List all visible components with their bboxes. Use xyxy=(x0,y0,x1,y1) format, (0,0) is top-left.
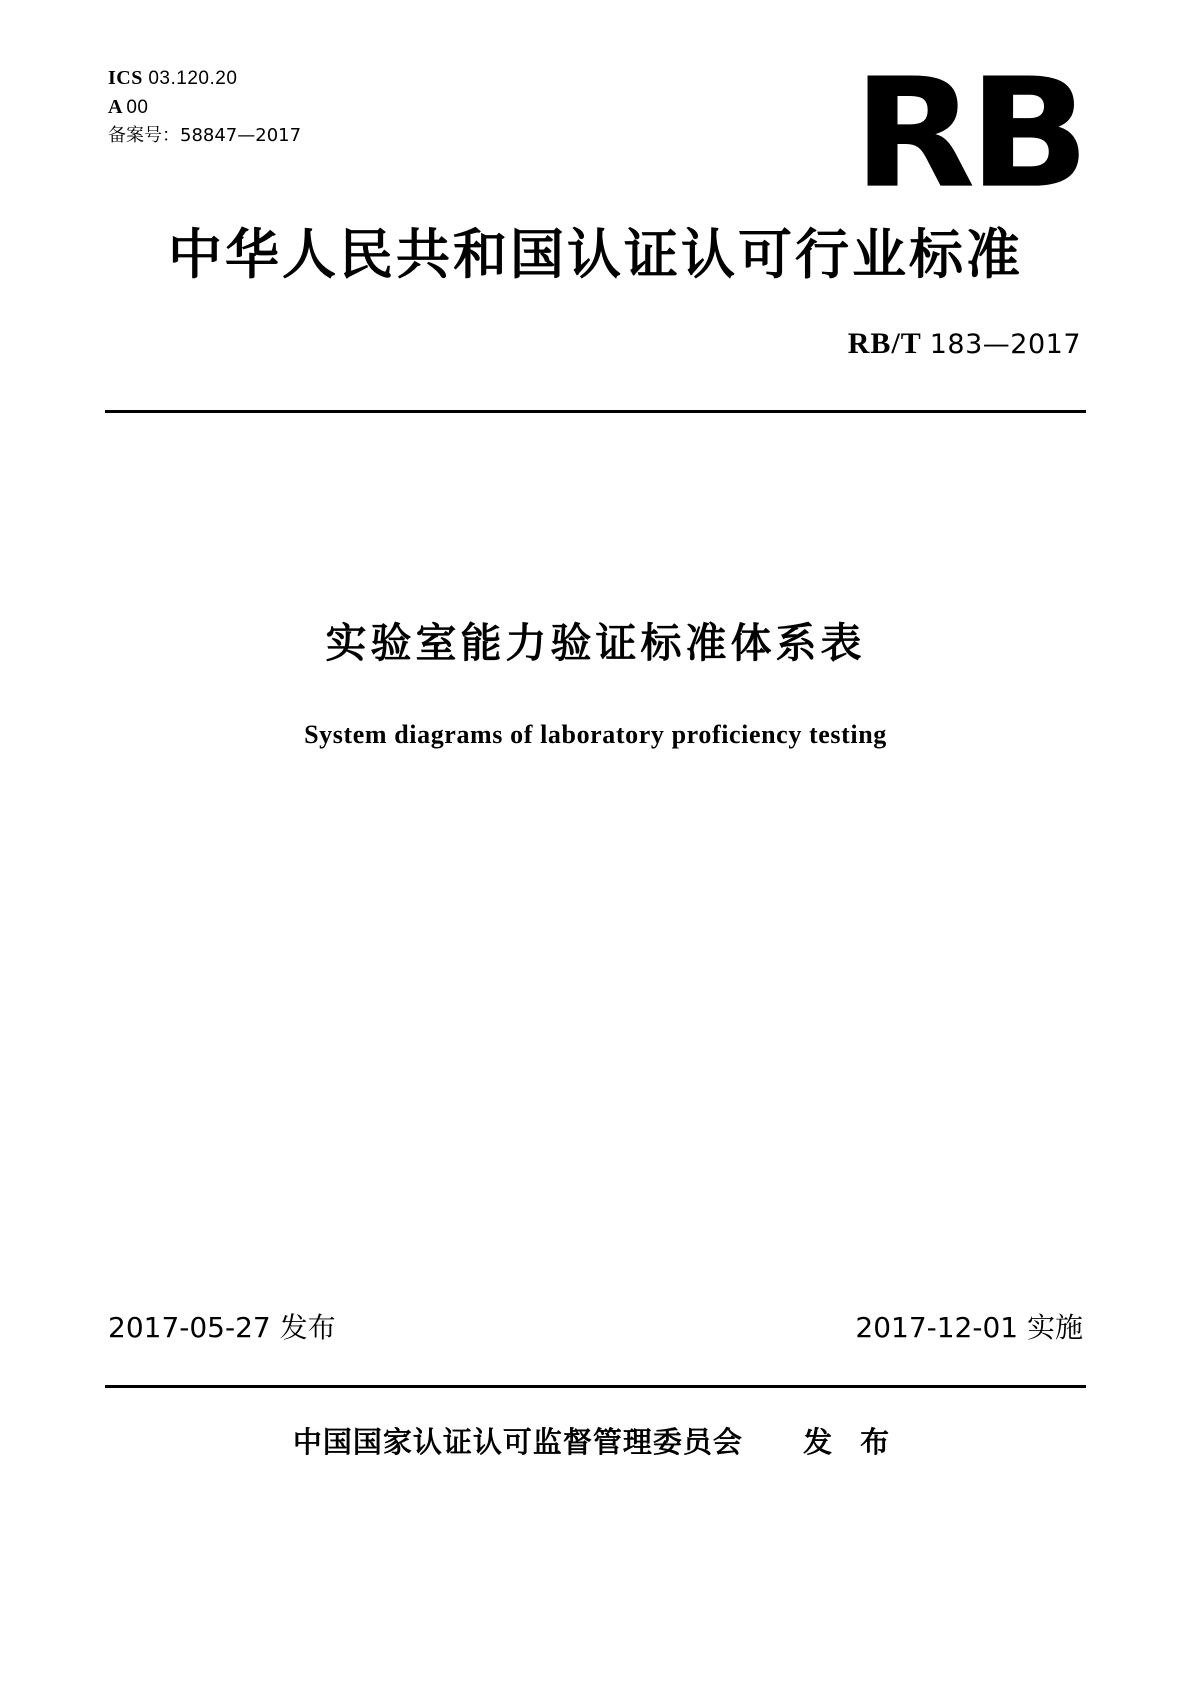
publisher-verb: 发 布 xyxy=(803,1425,899,1459)
classification-value: 00 xyxy=(126,97,149,118)
divider-top xyxy=(105,410,1086,413)
implementation-date: 2017-12-01 实施 xyxy=(855,1311,1083,1344)
rb-logo: RB xyxy=(853,45,1083,222)
document-title-chinese: 实验室能力验证标准体系表 xyxy=(325,619,866,667)
classification-line xyxy=(108,93,301,122)
ics-line xyxy=(108,64,301,93)
standard-number-value: 183—2017 xyxy=(929,329,1081,360)
national-standard-title: 中华人民共和国认证认可行业标准 xyxy=(168,223,1023,286)
issue-date: 2017-05-27 发布 xyxy=(108,1311,336,1344)
ics-label: ICS xyxy=(108,67,143,89)
document-title-english: System diagrams of laboratory proficiency testing xyxy=(304,720,887,749)
standard-number-prefix: RB/T xyxy=(847,327,922,360)
publisher-line xyxy=(0,1420,1191,1461)
publisher-name: 中国国家认证认可监督管理委员会 xyxy=(292,1425,743,1459)
ics-value: 03.120.20 xyxy=(148,68,238,89)
record-number: 备案号：58847—2017 xyxy=(108,125,302,146)
standard-meta-block xyxy=(108,64,301,149)
divider-bottom xyxy=(105,1385,1086,1388)
classification-label: A xyxy=(108,96,122,118)
standard-number xyxy=(848,327,1081,361)
